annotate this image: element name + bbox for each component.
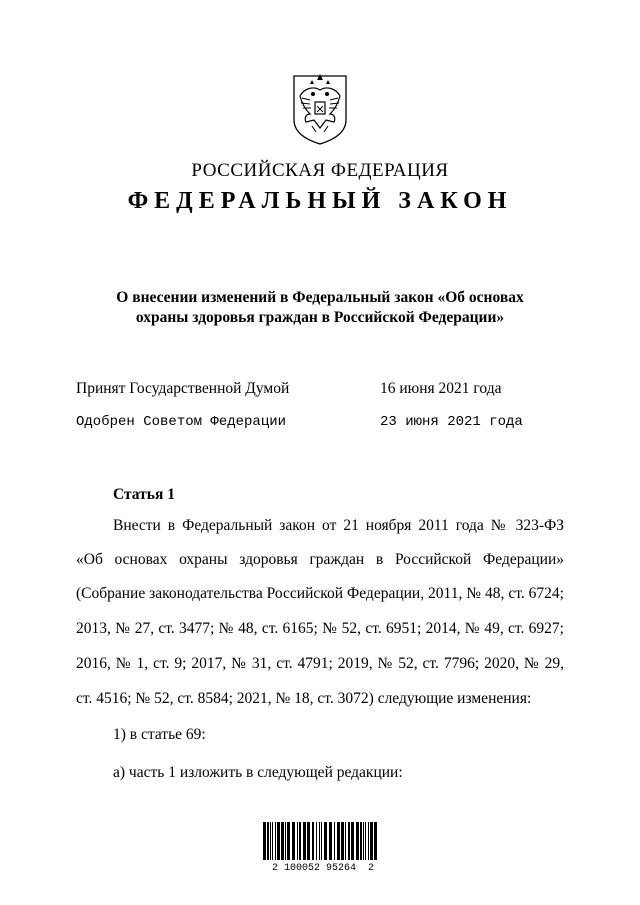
barcode-bar: [299, 822, 301, 860]
country-name: РОССИЙСКАЯ ФЕДЕРАЦИЯ: [191, 160, 449, 181]
barcode-bar: [321, 822, 322, 860]
law-title-line-2: охраны здоровья граждан в Российской Федерации»: [135, 309, 505, 326]
barcode-bar: [307, 822, 310, 860]
adoption-council-label: Одобрен Советом Федерации: [76, 414, 287, 430]
barcode-number: 2 100052 95264 2: [271, 863, 375, 874]
barcode-bar: [270, 822, 271, 860]
barcode-bar: [275, 822, 276, 860]
adoption-duma-label: Принят Государственной Думой: [76, 380, 290, 397]
coat-of-arms-icon: [288, 70, 352, 146]
barcode-bar: [345, 822, 346, 860]
barcode-bar: [351, 822, 354, 860]
article-item-1: 1) в статье 69:: [113, 726, 206, 743]
article-text-line: 2013, № 27, ст. 3477; № 48, ст. 6165; № 52, ст. 6951; 2014, № 49, ст. 6927;: [76, 620, 564, 637]
article-item-1a: а) часть 1 изложить в следующей редакции:: [113, 764, 403, 781]
barcode-bar: [267, 822, 269, 860]
article-text-line: Внести в Федеральный закон от 21 ноября 2011 года № 323-ФЗ: [113, 517, 564, 534]
adoption-council-date: 23 июня 2021 года: [380, 414, 523, 430]
barcode: [262, 822, 378, 860]
article-text-line: «Об основах охраны здоровья граждан в Российской Федерации»: [76, 551, 564, 568]
barcode-bar: [319, 822, 320, 860]
adoption-council-row: [76, 414, 576, 430]
barcode-bar: [292, 822, 295, 860]
adoption-duma-date: 16 июня 2021 года: [380, 380, 502, 397]
barcode-bar: [363, 822, 364, 860]
barcode-bar: [370, 822, 373, 860]
barcode-bar: [263, 822, 266, 860]
barcode-bar: [316, 822, 317, 860]
barcode-bar: [356, 822, 359, 860]
barcode-bar: [285, 822, 286, 860]
barcode-bar: [368, 822, 369, 860]
barcode-bar: [281, 822, 284, 860]
article-text-line: ст. 4516; № 52, ст. 8584; 2021, № 18, ст. 3072) следующие изменения:: [76, 690, 532, 707]
barcode-bar: [374, 822, 377, 860]
document-type: ФЕДЕРАЛЬНЫЙ ЗАКОН: [127, 188, 513, 214]
barcode-bar: [365, 822, 366, 860]
barcode-bar: [329, 822, 332, 860]
barcode-bar: [287, 822, 290, 860]
barcode-bar: [297, 822, 298, 860]
article-text-line: (Собрание законодательства Российской Федерации, 2011, № 48, ст. 6724;: [76, 585, 564, 602]
barcode-bar: [360, 822, 362, 860]
article-text-line: 2016, № 1, ст. 9; 2017, № 31, ст. 4791; 2019, № 52, ст. 7796; 2020, № 29,: [76, 655, 564, 672]
barcode-bar: [337, 822, 340, 860]
barcode-bar: [334, 822, 335, 860]
barcode-bar: [277, 822, 280, 860]
barcode-bar: [312, 822, 314, 860]
law-title-line-1: О внесении изменений в Федеральный закон «Об основах: [116, 289, 524, 306]
article-heading: Статья 1: [113, 486, 175, 503]
barcode-bar: [303, 822, 306, 860]
barcode-bar: [272, 822, 273, 860]
barcode-bar: [348, 822, 350, 860]
barcode-bar: [341, 822, 344, 860]
barcode-bar: [324, 822, 327, 860]
adoption-duma-row: [76, 380, 576, 398]
